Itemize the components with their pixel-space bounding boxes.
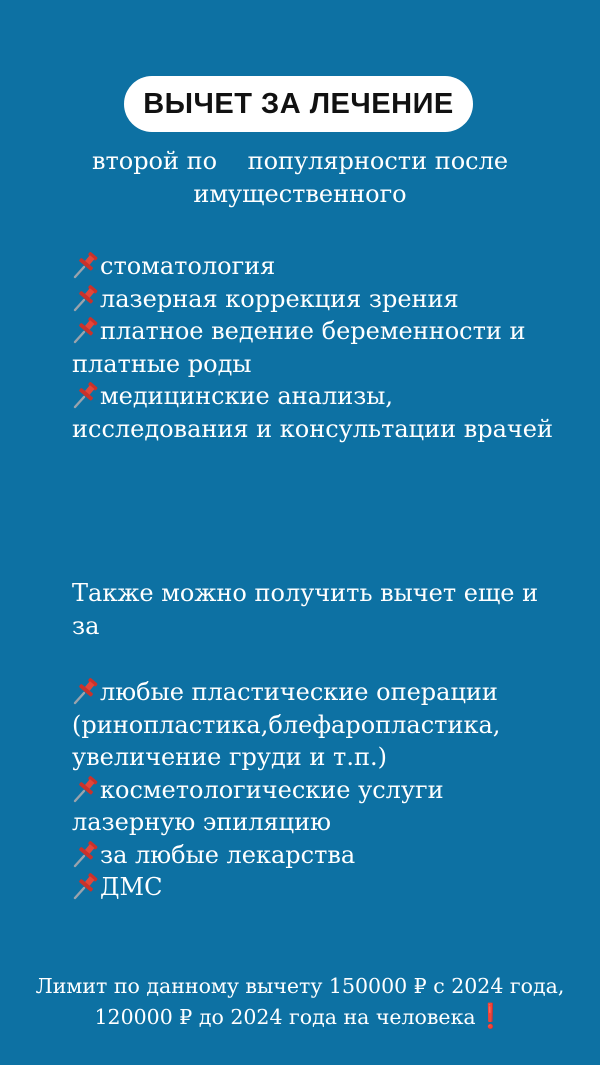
list-item-text: стоматология: [100, 252, 276, 280]
pushpin-icon: [72, 253, 100, 277]
title-badge: [124, 76, 473, 132]
pushpin-icon: [72, 842, 100, 866]
list-item: [72, 871, 572, 904]
also-block: [72, 577, 572, 642]
list-item-text: за любые лекарства: [100, 840, 356, 869]
pushpin-icon: [72, 318, 100, 342]
list-item-text: лазерная коррекция зрения: [100, 284, 459, 313]
also-text: Также можно получить вычет еще и за: [72, 579, 539, 640]
list-item: [72, 380, 572, 445]
limit-note: [20, 972, 580, 1032]
pushpin-icon: [72, 679, 100, 703]
list-item: [72, 283, 572, 316]
treatment-list-block: [72, 250, 572, 445]
list-item: [72, 315, 572, 380]
pushpin-icon: [72, 383, 100, 407]
list-item-text: медицинские анализы, исследования и консультации врачей: [72, 382, 553, 443]
extra-list-block: [72, 676, 572, 904]
list-item-text: ДМС: [100, 873, 163, 901]
list-item: [72, 839, 572, 872]
treatment-list: [72, 250, 572, 445]
pushpin-icon: [72, 874, 100, 898]
pushpin-icon: [72, 286, 100, 310]
page-title: ВЫЧЕТ ЗА ЛЕЧЕНИЕ: [143, 87, 454, 120]
list-item: [72, 676, 572, 774]
list-item-text: платное ведение беременности и платные роды: [72, 317, 526, 378]
list-item: [72, 250, 572, 283]
exclamation-icon: ❗: [475, 1001, 506, 1030]
list-item-text: любые пластические операции (ринопластика,блефаропластика, увеличение груди и т.п.): [72, 678, 501, 771]
extra-list: [72, 676, 572, 904]
limit-text: Лимит по данному вычету 150000 ₽ с 2024 года, 120000 ₽ до 2024 года на человека: [35, 974, 565, 1029]
list-item-text: косметологические услуги лазерную эпиляцию: [72, 775, 444, 836]
list-item: [72, 774, 572, 839]
subtitle: второй по популярности после имущественного: [91, 147, 509, 208]
pushpin-icon: [72, 777, 100, 801]
